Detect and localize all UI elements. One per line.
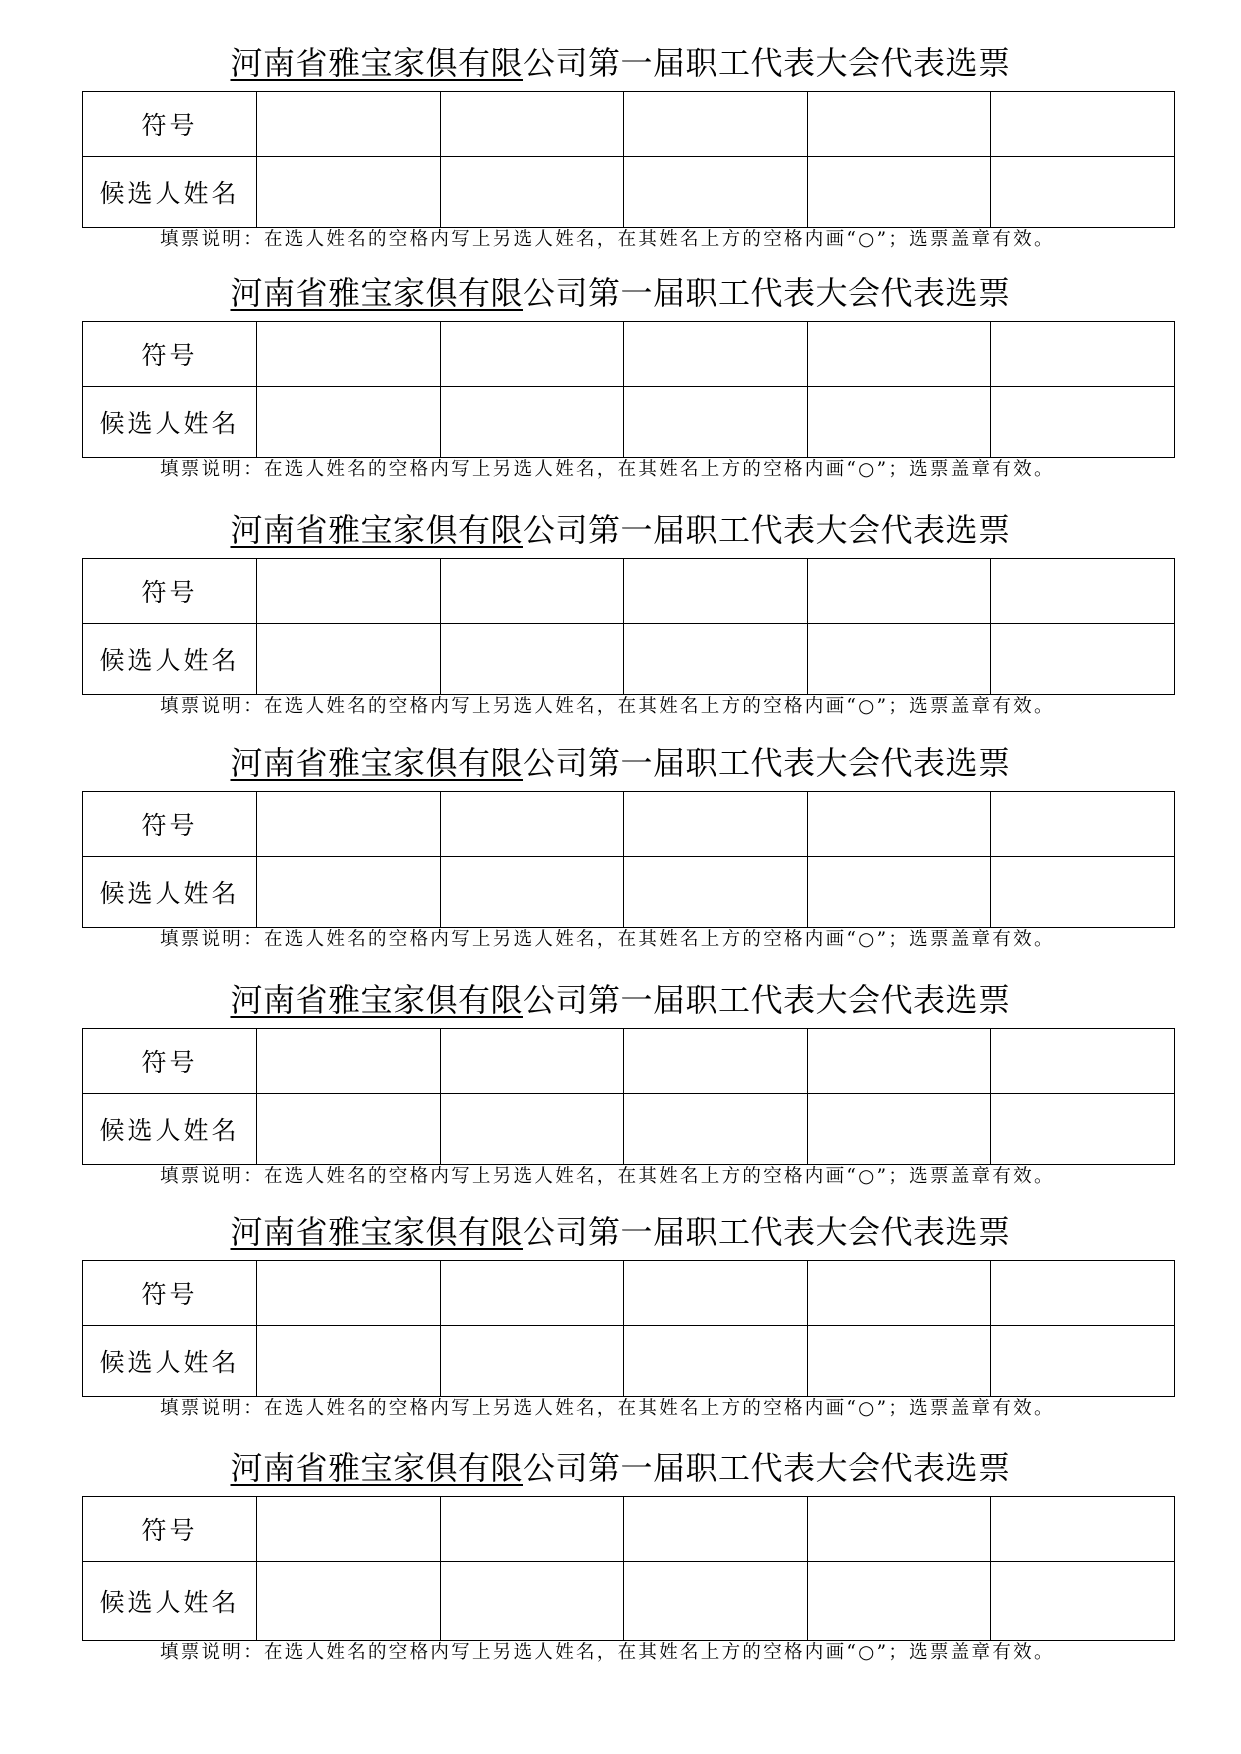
candidate-name-label: 候选人姓名: [83, 387, 257, 458]
symbol-cell[interactable]: [440, 92, 624, 157]
candidate-name-cell[interactable]: [807, 1094, 991, 1165]
candidate-name-cell[interactable]: [440, 387, 624, 458]
ballot-title: [0, 38, 1241, 88]
symbol-cell[interactable]: [257, 1029, 441, 1094]
ballot-table: [82, 791, 1175, 928]
symbol-cell[interactable]: [807, 559, 991, 624]
candidate-name-cell[interactable]: [807, 1562, 991, 1641]
symbol-row: [83, 1029, 1175, 1094]
symbol-cell[interactable]: [257, 1497, 441, 1562]
symbol-row: [83, 559, 1175, 624]
candidate-name-cell[interactable]: [807, 157, 991, 228]
symbol-row: [83, 792, 1175, 857]
candidate-name-cell[interactable]: [257, 857, 441, 928]
candidate-name-cell[interactable]: [991, 387, 1175, 458]
ballot-title-event: 公司第一届职工代表大会代表选票: [523, 511, 1011, 549]
symbol-label: 符号: [83, 1261, 257, 1326]
ballot-instruction: 填票说明：在选人姓名的空格内写上另选人姓名，在其姓名上方的空格内画“○”；选票盖章有效。: [160, 1166, 1055, 1187]
symbol-cell[interactable]: [624, 1497, 808, 1562]
candidate-name-cell[interactable]: [624, 1562, 808, 1641]
symbol-cell[interactable]: [991, 559, 1175, 624]
symbol-cell[interactable]: [624, 792, 808, 857]
symbol-cell[interactable]: [807, 1261, 991, 1326]
symbol-cell[interactable]: [624, 1261, 808, 1326]
candidate-name-row: [83, 157, 1175, 228]
candidate-name-cell[interactable]: [440, 1094, 624, 1165]
candidate-name-row: [83, 857, 1175, 928]
candidate-name-cell[interactable]: [257, 1562, 441, 1641]
ballot-title-event: 公司第一届职工代表大会代表选票: [523, 274, 1011, 312]
candidate-name-cell[interactable]: [624, 157, 808, 228]
symbol-cell[interactable]: [991, 322, 1175, 387]
ballot-title-company: 河南省雅宝家俱有限: [230, 1213, 523, 1251]
ballot-table: [82, 1028, 1175, 1165]
candidate-name-label: 候选人姓名: [83, 1562, 257, 1641]
symbol-cell[interactable]: [440, 1261, 624, 1326]
symbol-cell[interactable]: [440, 322, 624, 387]
candidate-name-row: [83, 1326, 1175, 1397]
candidate-name-cell[interactable]: [440, 624, 624, 695]
symbol-cell[interactable]: [440, 559, 624, 624]
ballot-instruction: 填票说明：在选人姓名的空格内写上另选人姓名，在其姓名上方的空格内画“○”；选票盖章有效。: [160, 696, 1055, 717]
symbol-cell[interactable]: [440, 792, 624, 857]
candidate-name-row: [83, 1094, 1175, 1165]
symbol-cell[interactable]: [257, 92, 441, 157]
symbol-label: 符号: [83, 92, 257, 157]
symbol-cell[interactable]: [807, 1029, 991, 1094]
candidate-name-row: [83, 624, 1175, 695]
ballot-table: [82, 1496, 1175, 1641]
candidate-name-cell[interactable]: [257, 1094, 441, 1165]
ballot-title-company: 河南省雅宝家俱有限: [230, 744, 523, 782]
symbol-label: 符号: [83, 792, 257, 857]
candidate-name-cell[interactable]: [624, 1326, 808, 1397]
ballot-title: [0, 1443, 1241, 1493]
symbol-cell[interactable]: [807, 1497, 991, 1562]
symbol-cell[interactable]: [991, 1029, 1175, 1094]
ballot-title: [0, 505, 1241, 555]
symbol-row: [83, 1261, 1175, 1326]
candidate-name-cell[interactable]: [991, 1562, 1175, 1641]
ballot-title-company: 河南省雅宝家俱有限: [230, 981, 523, 1019]
ballot-title-event: 公司第一届职工代表大会代表选票: [523, 744, 1011, 782]
ballot-title-company: 河南省雅宝家俱有限: [230, 44, 523, 82]
ballot-title: [0, 975, 1241, 1025]
symbol-label: 符号: [83, 322, 257, 387]
symbol-cell[interactable]: [807, 322, 991, 387]
symbol-cell[interactable]: [991, 1497, 1175, 1562]
candidate-name-cell[interactable]: [440, 1562, 624, 1641]
ballot-title: [0, 268, 1241, 318]
ballot-instruction: 填票说明：在选人姓名的空格内写上另选人姓名，在其姓名上方的空格内画“○”；选票盖章有效。: [160, 229, 1055, 250]
candidate-name-cell[interactable]: [257, 157, 441, 228]
candidate-name-cell[interactable]: [807, 624, 991, 695]
candidate-name-cell[interactable]: [257, 624, 441, 695]
symbol-label: 符号: [83, 559, 257, 624]
symbol-cell[interactable]: [257, 559, 441, 624]
candidate-name-cell[interactable]: [624, 387, 808, 458]
ballot-table: [82, 321, 1175, 458]
symbol-cell[interactable]: [807, 792, 991, 857]
ballot-table: [82, 1260, 1175, 1397]
candidate-name-cell[interactable]: [440, 1326, 624, 1397]
symbol-cell[interactable]: [257, 322, 441, 387]
symbol-cell[interactable]: [624, 1029, 808, 1094]
ballot-title: [0, 738, 1241, 788]
candidate-name-cell[interactable]: [991, 624, 1175, 695]
candidate-name-cell[interactable]: [991, 857, 1175, 928]
symbol-cell[interactable]: [257, 792, 441, 857]
candidate-name-label: 候选人姓名: [83, 157, 257, 228]
symbol-cell[interactable]: [991, 792, 1175, 857]
ballot-instruction: 填票说明：在选人姓名的空格内写上另选人姓名，在其姓名上方的空格内画“○”；选票盖章有效。: [160, 1398, 1055, 1419]
candidate-name-cell[interactable]: [807, 387, 991, 458]
symbol-cell[interactable]: [624, 322, 808, 387]
ballot-title-event: 公司第一届职工代表大会代表选票: [523, 1449, 1011, 1487]
symbol-row: [83, 1497, 1175, 1562]
candidate-name-cell[interactable]: [807, 857, 991, 928]
candidate-name-cell[interactable]: [257, 387, 441, 458]
symbol-cell[interactable]: [807, 92, 991, 157]
ballot-table: [82, 558, 1175, 695]
symbol-cell[interactable]: [440, 1029, 624, 1094]
ballot-title-company: 河南省雅宝家俱有限: [230, 511, 523, 549]
candidate-name-cell[interactable]: [991, 1094, 1175, 1165]
symbol-label: 符号: [83, 1029, 257, 1094]
candidate-name-row: [83, 1562, 1175, 1641]
ballot-title: [0, 1207, 1241, 1257]
ballot-table: [82, 91, 1175, 228]
candidate-name-label: 候选人姓名: [83, 857, 257, 928]
ballot-title-company: 河南省雅宝家俱有限: [230, 274, 523, 312]
candidate-name-row: [83, 387, 1175, 458]
candidate-name-cell[interactable]: [624, 1094, 808, 1165]
symbol-cell[interactable]: [991, 92, 1175, 157]
candidate-name-label: 候选人姓名: [83, 1094, 257, 1165]
candidate-name-cell[interactable]: [807, 1326, 991, 1397]
ballot-title-company: 河南省雅宝家俱有限: [230, 1449, 523, 1487]
candidate-name-cell[interactable]: [991, 1326, 1175, 1397]
candidate-name-cell[interactable]: [257, 1326, 441, 1397]
symbol-cell[interactable]: [257, 1261, 441, 1326]
symbol-cell[interactable]: [991, 1261, 1175, 1326]
candidate-name-label: 候选人姓名: [83, 1326, 257, 1397]
candidate-name-cell[interactable]: [440, 857, 624, 928]
ballot-instruction: 填票说明：在选人姓名的空格内写上另选人姓名，在其姓名上方的空格内画“○”；选票盖章有效。: [160, 1642, 1055, 1663]
ballot-instruction: 填票说明：在选人姓名的空格内写上另选人姓名，在其姓名上方的空格内画“○”；选票盖章有效。: [160, 459, 1055, 480]
symbol-cell[interactable]: [624, 92, 808, 157]
symbol-cell[interactable]: [440, 1497, 624, 1562]
symbol-label: 符号: [83, 1497, 257, 1562]
candidate-name-cell[interactable]: [991, 157, 1175, 228]
candidate-name-label: 候选人姓名: [83, 624, 257, 695]
ballot-instruction: 填票说明：在选人姓名的空格内写上另选人姓名，在其姓名上方的空格内画“○”；选票盖章有效。: [160, 929, 1055, 950]
symbol-row: [83, 322, 1175, 387]
candidate-name-cell[interactable]: [440, 157, 624, 228]
symbol-row: [83, 92, 1175, 157]
ballot-title-event: 公司第一届职工代表大会代表选票: [523, 1213, 1011, 1251]
symbol-cell[interactable]: [624, 559, 808, 624]
candidate-name-cell[interactable]: [624, 857, 808, 928]
candidate-name-cell[interactable]: [624, 624, 808, 695]
ballot-title-event: 公司第一届职工代表大会代表选票: [523, 981, 1011, 1019]
ballot-title-event: 公司第一届职工代表大会代表选票: [523, 44, 1011, 82]
